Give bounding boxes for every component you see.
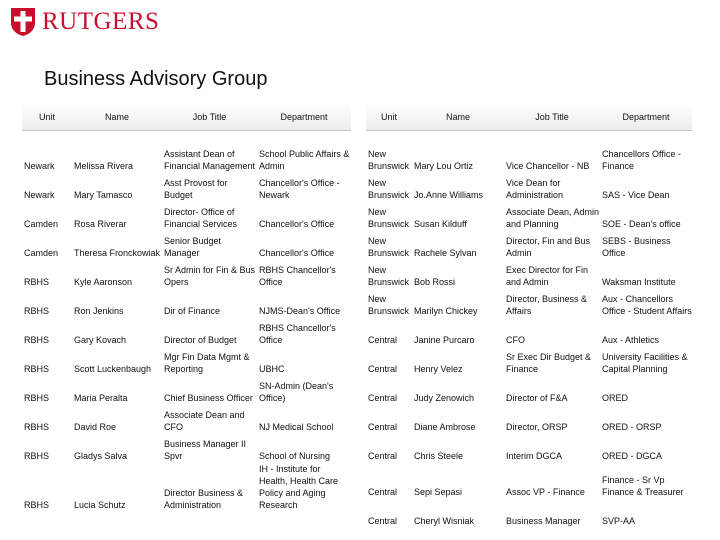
cell-department: Aux - Athletics — [602, 334, 660, 345]
table-row — [366, 499, 692, 528]
cell-unit: RBHS — [24, 276, 50, 287]
table-row — [366, 318, 692, 347]
page-title: Business Advisory Group — [44, 68, 268, 90]
cell-job-title: Associate Dean, Admin and Planning — [506, 206, 600, 229]
cell-job-title: Mgr Fin Data Mgmt & Reporting — [164, 351, 250, 374]
table-row — [22, 260, 351, 289]
cell-unit: RBHS — [24, 363, 50, 374]
column-header-name: Name — [412, 104, 504, 131]
logo-wordmark: RUTGERS — [42, 8, 160, 35]
cell-name: Marilyn Chickey — [414, 305, 478, 316]
cell-unit: Central — [368, 515, 398, 526]
cell-department: ORED - ORSP — [602, 421, 662, 432]
column-header-department: Department — [257, 104, 351, 131]
cell-unit: RBHS — [24, 499, 50, 510]
column-header-job-title: Job Title — [162, 104, 257, 131]
cell-department: Aux - Chancellors Office - Student Affairs — [602, 293, 692, 316]
cell-job-title: Business Manager II Spvr — [164, 438, 247, 461]
cell-job-title: Asst Provost for Budget — [164, 177, 228, 200]
cell-department: UBHC — [259, 363, 285, 374]
cell-department: SOE - Dean's office — [602, 218, 681, 229]
cell-name: Gary Kovach — [74, 334, 127, 345]
table-row — [22, 289, 351, 318]
table-row — [22, 405, 351, 434]
cell-unit: RBHS — [24, 392, 50, 403]
table-row — [22, 231, 351, 260]
cell-department: SAS - Vice Dean — [602, 189, 670, 200]
cell-name: Janine Purcaro — [414, 334, 475, 345]
cell-name: Susan Kilduff — [414, 218, 467, 229]
table-row — [366, 463, 692, 499]
cell-job-title: Director of F&A — [506, 392, 568, 403]
cell-department: SEBS - Business Office — [602, 235, 671, 258]
cell-name: Kyle Aaronson — [74, 276, 133, 287]
cell-job-title: Assistant Dean of Financial Management — [164, 148, 256, 171]
cell-name: Scott Luckenbaugh — [74, 363, 152, 374]
table-row — [366, 260, 692, 289]
table-row — [22, 376, 351, 405]
cell-unit: New Brunswick — [368, 177, 410, 200]
cell-name: Judy Zenowich — [414, 392, 475, 403]
cell-name: Diane Ambrose — [414, 421, 476, 432]
table-row — [22, 173, 351, 202]
table-header-row — [366, 104, 692, 131]
cell-name: Melissa Rivera — [74, 160, 134, 171]
cell-job-title: Business Manager — [506, 515, 581, 526]
cell-name: Chris Steele — [414, 450, 464, 461]
cell-job-title: Director Business & Administration — [164, 487, 244, 510]
cell-job-title: Exec Director for Fin and Admin — [506, 264, 589, 287]
cell-name: Mary Lou Ortiz — [414, 160, 474, 171]
cell-job-title: Sr Exec Dir Budget & Finance — [506, 351, 592, 374]
cell-department: ORED — [602, 392, 629, 403]
cell-job-title: Dir of Finance — [164, 305, 221, 316]
column-header-unit: Unit — [22, 104, 72, 131]
table-row — [366, 434, 692, 463]
table-row — [22, 347, 351, 376]
cell-department: IH - Institute for Health, Health Care Policy and Aging Research — [259, 463, 339, 510]
cell-job-title: Director, ORSP — [506, 421, 568, 432]
cell-job-title: Vice Dean for Administration — [506, 177, 564, 200]
cell-name: Cheryl Wisniak — [414, 515, 475, 526]
cell-unit: Central — [368, 486, 398, 497]
cell-department: NJ Medical School — [259, 421, 334, 432]
cell-department: NJMS-Dean's Office — [259, 305, 341, 316]
shield-icon — [10, 7, 36, 37]
table-header-row — [22, 104, 351, 131]
cell-unit: New Brunswick — [368, 235, 410, 258]
cell-department: Finance - Sr Vp Finance & Treasurer — [602, 474, 684, 497]
cell-unit: New Brunswick — [368, 148, 410, 171]
cell-unit: Camden — [24, 218, 59, 229]
cell-job-title: Assoc VP - Finance — [506, 486, 585, 497]
cell-job-title: Director- Office of Financial Services — [164, 206, 238, 229]
table-row — [366, 173, 692, 202]
cell-name: Jo.Anne Williams — [414, 189, 484, 200]
table-row — [22, 318, 351, 347]
cell-unit: RBHS — [24, 450, 50, 461]
cell-department: Chancellor's Office — [259, 247, 335, 258]
cell-name: Mary Tamasco — [74, 189, 133, 200]
cell-unit: Central — [368, 421, 398, 432]
cell-department: SN-Admin (Dean's Office) — [259, 380, 334, 403]
cell-unit: New Brunswick — [368, 206, 410, 229]
cell-department: Chancellor's Office — [259, 218, 335, 229]
cell-job-title: Chief Business Officer — [164, 392, 253, 403]
cell-department: School of Nursing — [259, 450, 331, 461]
cell-department: SVP-AA — [602, 515, 636, 526]
cell-job-title: Director of Budget — [164, 334, 237, 345]
cell-unit: New Brunswick — [368, 293, 410, 316]
cell-job-title: Senior Budget Manager — [164, 235, 222, 258]
cell-name: David Roe — [74, 421, 117, 432]
cell-job-title: Vice Chancellor - NB — [506, 160, 590, 171]
cell-name: Henry Velez — [414, 363, 463, 374]
cell-unit: New Brunswick — [368, 264, 410, 287]
cell-department: School Public Affairs & Admin — [259, 148, 350, 171]
cell-unit: Central — [368, 450, 398, 461]
cell-unit: RBHS — [24, 305, 50, 316]
table-row — [22, 131, 351, 173]
cell-name: Rachele Sylvan — [414, 247, 477, 258]
column-header-name: Name — [72, 104, 162, 131]
cell-unit: RBHS — [24, 421, 50, 432]
table-row — [366, 405, 692, 434]
cell-unit: Camden — [24, 247, 59, 258]
cell-job-title: Interim DGCA — [506, 450, 563, 461]
cell-unit: RBHS — [24, 334, 50, 345]
cell-department: Chancellors Office - Finance — [602, 148, 681, 171]
column-header-unit: Unit — [366, 104, 412, 131]
cell-job-title: Associate Dean and CFO — [164, 409, 245, 432]
cell-name: Gladys Salva — [74, 450, 128, 461]
cell-name: Lucia Schutz — [74, 499, 126, 510]
cell-job-title: Sr Admin for Fin & Bus Opers — [164, 264, 256, 287]
rutgers-logo — [10, 6, 159, 38]
cell-unit: Central — [368, 334, 398, 345]
left-table — [22, 104, 351, 512]
cell-department: University Facilities & Capital Planning — [602, 351, 688, 374]
table-row — [366, 347, 692, 376]
right-table — [366, 104, 692, 528]
cell-unit: Newark — [24, 160, 55, 171]
cell-department: ORED - DGCA — [602, 450, 663, 461]
table-row — [366, 289, 692, 318]
cell-name: Rosa Riverar — [74, 218, 127, 229]
cell-unit: Newark — [24, 189, 55, 200]
table-row — [366, 376, 692, 405]
cell-unit: Central — [368, 392, 398, 403]
cell-department: RBHS Chancellor's Office — [259, 264, 336, 287]
column-header-department: Department — [600, 104, 692, 131]
cell-job-title: Director, Business & Affairs — [506, 293, 588, 316]
cell-department: Chancellor's Office - Newark — [259, 177, 340, 200]
cell-job-title: Director, Fin and Bus Admin — [506, 235, 591, 258]
cell-name: Ron Jenkins — [74, 305, 124, 316]
cell-department: Waksman Institute — [602, 276, 676, 287]
table-row — [366, 202, 692, 231]
table-row — [22, 463, 351, 512]
table-row — [22, 202, 351, 231]
column-header-job-title: Job Title — [504, 104, 600, 131]
table-row — [22, 434, 351, 463]
cell-name: Sepi Sepasi — [414, 486, 463, 497]
cell-department: RBHS Chancellor's Office — [259, 322, 336, 345]
cell-unit: Central — [368, 363, 398, 374]
cell-job-title: CFO — [506, 334, 525, 345]
cell-name: Bob Rossi — [414, 276, 456, 287]
cell-name: Maria Peralta — [74, 392, 128, 403]
table-row — [366, 131, 692, 173]
table-row — [366, 231, 692, 260]
cell-name: Theresa Fronckowiak — [74, 247, 161, 258]
